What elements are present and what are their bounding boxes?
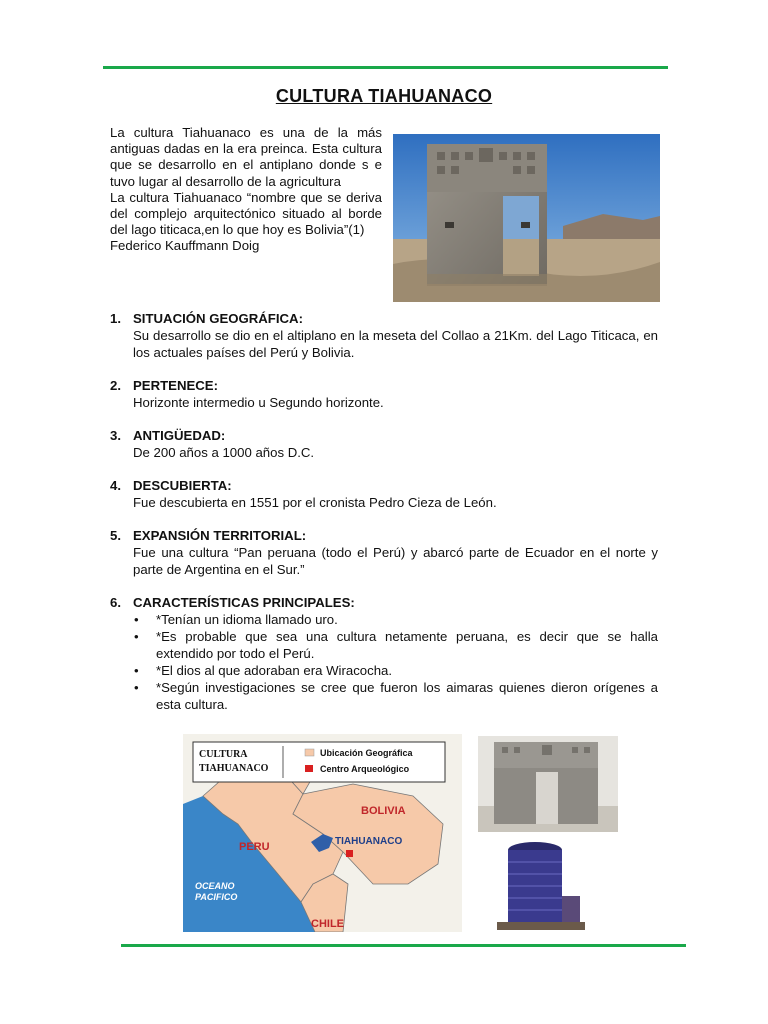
bullet-icon: • — [134, 629, 139, 644]
map-label-tiahuanaco: TIAHUANACO — [335, 836, 403, 847]
section-body: Fue una cultura “Pan peruana (todo el Perú) y abarcó parte de Ecuador en el norte y parte de Argentina en el Sur.” — [133, 545, 658, 577]
list-item — [133, 679, 658, 713]
legend-geo-label: Ubicación Geográfica — [320, 748, 413, 758]
section-number: 3. — [110, 428, 121, 443]
intro-text — [110, 125, 382, 255]
map-label-ocean: PACIFICO — [195, 892, 238, 902]
section-body: Fue descubierta en 1551 por el cronista Pedro Cieza de León. — [133, 495, 497, 510]
section-number: 6. — [110, 595, 121, 610]
map-label-ocean: OCEANO — [195, 881, 235, 891]
list-item — [133, 628, 658, 662]
list-item — [133, 662, 658, 679]
gate-of-the-sun-photo — [393, 134, 660, 302]
intro-paragraph: La cultura Tiahuanaco es una de la más antiguas dadas en la era preinca. Esta cultura que se desarrollo en el antiplano donde s e tuvo lugar al desarrollo de la agricultura — [110, 125, 382, 189]
list-item-text: *Según investigaciones se cree que fueron los aimaras quienes dieron orígenes a esta cultura. — [156, 680, 658, 712]
tiahuanaco-marker-icon — [346, 850, 353, 857]
section-expansion — [110, 527, 658, 578]
list-item — [133, 611, 658, 628]
section-heading: ANTIGÜEDAD: — [133, 428, 226, 443]
legend-territory-swatch — [305, 749, 314, 756]
chullpa-tower-photo — [497, 836, 585, 930]
section-heading: CARACTERÍSTICAS PRINCIPALES: — [133, 595, 355, 610]
map-title: CULTURA — [199, 749, 248, 760]
list-item-text: *El dios al que adoraban era Wiracocha. — [156, 663, 393, 678]
legend-center-label: Centro Arqueológico — [320, 764, 410, 774]
section-heading: EXPANSIÓN TERRITORIAL: — [133, 528, 307, 543]
intro-citation: Federico Kauffmann Doig — [110, 238, 260, 254]
map-label-chile: CHILE — [311, 918, 344, 930]
section-number: 4. — [110, 478, 121, 493]
map-title: TIAHUANACO — [199, 763, 269, 774]
gate-archive-photo — [478, 736, 618, 832]
bottom-rule — [121, 944, 686, 947]
section-body: De 200 años a 1000 años D.C. — [133, 445, 315, 460]
list-item-text: *Es probable que sea una cultura netamente peruana, es decir que se halla extendido por todo el Perú. — [156, 629, 658, 661]
map-label-peru: PERU — [239, 841, 270, 853]
section-situacion — [110, 310, 658, 361]
bullet-icon: • — [134, 663, 139, 678]
section-heading: DESCUBIERTA: — [133, 478, 232, 493]
section-antiguedad — [110, 427, 658, 461]
bullet-list — [110, 611, 658, 713]
section-heading: SITUACIÓN GEOGRÁFICA: — [133, 311, 303, 326]
section-number: 2. — [110, 378, 121, 393]
top-rule — [103, 66, 668, 69]
section-caracteristicas — [110, 594, 658, 713]
legend-center-swatch — [305, 765, 313, 772]
section-body: Horizonte intermedio u Segundo horizonte. — [133, 395, 384, 410]
intro-paragraph: La cultura Tiahuanaco “nombre que se deriva del complejo arquitectónico situado al borde del lago titicaca,en lo que hoy es Bolivia”(1) — [110, 189, 382, 238]
section-heading: PERTENECE: — [133, 378, 218, 393]
section-number: 1. — [110, 311, 121, 326]
map-label-bolivia: BOLIVIA — [361, 805, 406, 817]
section-body: Su desarrollo se dio en el altiplano en la meseta del Collao a 21Km. del Lago Titicaca, en los actuales países del Perú y Bolivia. — [133, 328, 658, 360]
location-map — [183, 734, 462, 932]
list-item-text: *Tenían un idioma llamado uro. — [156, 612, 338, 627]
section-descubierta — [110, 477, 658, 511]
section-number: 5. — [110, 528, 121, 543]
bullet-icon: • — [134, 680, 139, 695]
page-title: CULTURA TIAHUANACO — [275, 86, 493, 106]
section-pertenece — [110, 377, 658, 411]
bullet-icon: • — [134, 612, 139, 627]
sections-list — [110, 310, 658, 729]
